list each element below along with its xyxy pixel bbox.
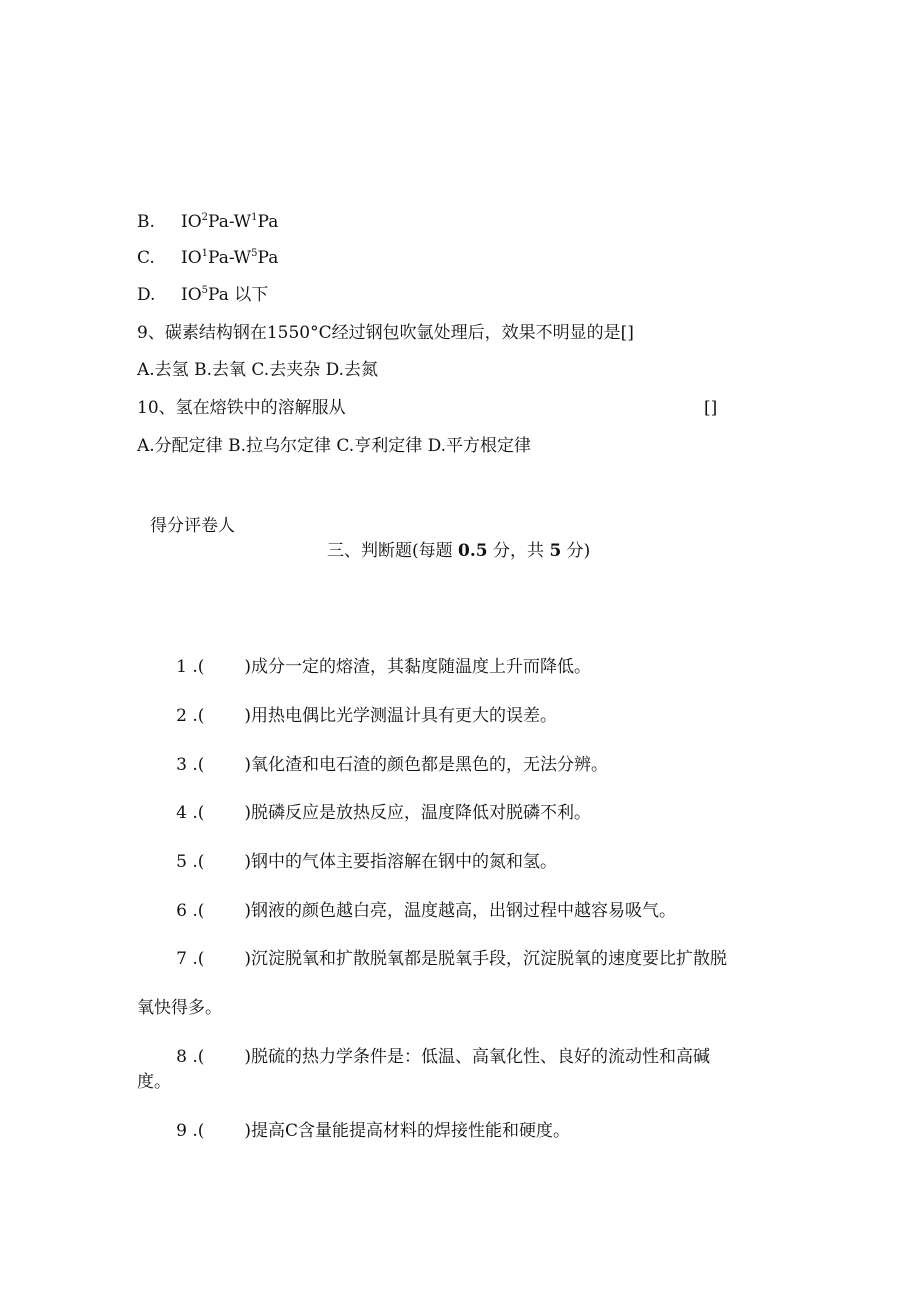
judgement-item-4 <box>171 802 591 824</box>
superscript: 1 <box>201 248 209 259</box>
item-text: )氧化渣和电石渣的颜色都是黑色的，无法分辨。 <box>244 755 609 775</box>
option-text: IO <box>181 248 202 268</box>
judgement-item-2 <box>171 705 557 727</box>
question-9-stem: 9、碳素结构钢在1550°C经过钢包吹氩处理后，效果不明显的是[] <box>137 323 634 343</box>
option-b <box>137 211 278 233</box>
section-title-text: 分，共 <box>487 541 550 561</box>
item-number: 1 <box>176 657 187 677</box>
option-text: IO <box>181 212 202 232</box>
item-text: )脱磷反应是放热反应，温度降低对脱磷不利。 <box>244 803 592 823</box>
option-letter: B. <box>137 212 155 232</box>
judgement-item-7 <box>171 948 727 970</box>
section-title <box>327 540 590 562</box>
judgement-item-8 <box>171 1046 710 1068</box>
item-number: 7 <box>176 949 187 969</box>
item-number: 8 <box>176 1047 187 1067</box>
option-text: Pa 以下 <box>208 285 269 305</box>
question-10-options: A.分配定律 B.拉乌尔定律 C.亨利定律 D.平方根定律 <box>137 436 532 456</box>
section-title-bold: 0.5 <box>458 541 488 561</box>
judgement-item-5 <box>171 851 557 873</box>
option-text: IO <box>181 285 202 305</box>
item-text: )沉淀脱氧和扩散脱氧都是脱氧手段，沉淀脱氧的速度要比扩散脱 <box>244 949 728 969</box>
option-text: Pa-W <box>208 212 252 232</box>
answer-paren: .( <box>192 657 205 677</box>
superscript: 2 <box>201 212 209 223</box>
question-10-stem: 10、氢在熔铁中的溶解服从 <box>137 398 346 418</box>
option-c <box>137 247 278 269</box>
answer-paren: .( <box>192 949 205 969</box>
answer-paren: .( <box>192 1121 205 1141</box>
answer-paren: .( <box>192 706 205 726</box>
item-text: )钢液的颜色越白亮，温度越高，出钢过程中越容易吸气。 <box>244 901 677 921</box>
answer-paren: .( <box>192 901 205 921</box>
item-number: 5 <box>176 852 187 872</box>
section-title-text: 三、判断题(每题 <box>327 541 459 561</box>
item-text: )提高C含量能提高材料的焊接性能和硬度。 <box>244 1121 571 1141</box>
item-text: )成分一定的熔渣，其黏度随温度上升而降低。 <box>244 657 592 677</box>
option-text: Pa <box>257 212 279 232</box>
superscript: 1 <box>251 212 258 223</box>
option-text: Pa-W <box>208 248 252 268</box>
answer-paren: .( <box>192 803 205 823</box>
item-number: 2 <box>176 706 187 726</box>
answer-paren: .( <box>192 755 205 775</box>
option-d <box>137 284 268 306</box>
option-text: Pa <box>257 248 279 268</box>
judgement-item-3 <box>171 754 608 776</box>
item-text: )脱硫的热力学条件是：低温、高氧化性、良好的流动性和高碱 <box>244 1047 711 1067</box>
judgement-item-1 <box>171 656 591 678</box>
score-box-label: 得分评卷人 <box>150 516 235 536</box>
item-text: )用热电偶比光学测温计具有更大的误差。 <box>244 706 558 726</box>
judgement-item-7-continuation: 氧快得多。 <box>137 998 222 1018</box>
answer-paren: .( <box>192 1047 205 1067</box>
judgement-item-6 <box>171 900 676 922</box>
option-letter: C. <box>137 248 155 268</box>
item-number: 4 <box>176 803 187 823</box>
section-title-bold: 5 <box>549 541 562 561</box>
option-letter: D. <box>137 285 156 305</box>
judgement-item-9 <box>171 1120 570 1142</box>
item-text: )钢中的气体主要指溶解在钢中的氮和氢。 <box>244 852 558 872</box>
item-number: 3 <box>176 755 187 775</box>
section-title-text: 分) <box>561 541 591 561</box>
answer-paren: .( <box>192 852 205 872</box>
judgement-item-8-continuation: 度。 <box>137 1072 171 1092</box>
superscript: 5 <box>201 285 209 296</box>
item-number: 9 <box>176 1121 187 1141</box>
question-9-options: A.去氢 B.去氧 C.去夹杂 D.去氮 <box>137 360 379 380</box>
item-number: 6 <box>176 901 187 921</box>
answer-bracket: [] <box>704 398 718 418</box>
superscript: 5 <box>251 248 258 259</box>
